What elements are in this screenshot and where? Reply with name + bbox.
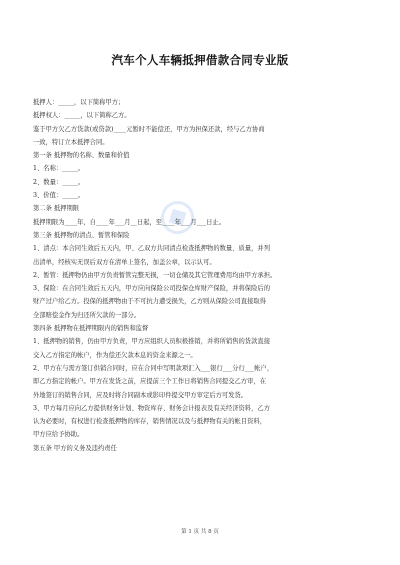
document-line: 第一条 抵押物的名称、数量和价值 bbox=[33, 152, 130, 160]
document-line: 第五条 甲方的义务及违约责任 bbox=[33, 444, 117, 452]
document-line: 一致，特订立本抵押合同。 bbox=[33, 138, 109, 146]
document-line: 3、保险：在合同生效后五天内，甲方应向保险公司投保仓库财产保险，并将保险后的 bbox=[33, 285, 270, 293]
document-line: 第三条 抵押物的清点、暂管和保险 bbox=[33, 231, 130, 239]
document-line: 2、暂管：抵押物仍由甲方负责暂管完整无损，一切仓储及其它管理费用均由甲方承担。 bbox=[33, 271, 277, 279]
document-line: 第二条 抵押期限 bbox=[33, 205, 80, 213]
document-line: 1、抵押物的销售，仍由甲方负责，甲方应组织人员积极推销，并将所销售的货款直接 bbox=[33, 338, 270, 346]
document-line: 抵押人：_____，以下简称甲方； bbox=[33, 99, 125, 106]
document-line: 财产过户给乙方。投保的抵押物由于不可抗力遭受损失，乙方则从保险公司直接取得 bbox=[33, 298, 266, 306]
document-body bbox=[33, 96, 378, 455]
document-line: 抵押期限为____年，自____年___月__日起，至____年___月___日止。 bbox=[33, 218, 226, 226]
document-line: 1、名称：_____。 bbox=[33, 165, 85, 173]
document-title: 汽车个人车辆抵押借款合同专业版 bbox=[111, 53, 289, 67]
document-line: 2、甲方在与需方签订供销合同时，应在合同中写明款项汇入___银行___分行___帐户， bbox=[33, 364, 274, 372]
document-line: 即乙方指定的帐户。甲方在发货之前，应提前三个工作日将销售合同提交乙方审，在 bbox=[33, 378, 266, 386]
document-line: 第四条 抵押物在抵押期限内的销售和监督 bbox=[33, 325, 149, 333]
document-line: 鉴于甲方欠乙方货款(或贷款)____元暂时不能偿还，甲方为担保还款，经与乙方协商 bbox=[33, 125, 265, 133]
document-line: 外地签订的销售合同，应及时将合同副本或影印件提交甲方审定后方可发货。 bbox=[33, 391, 248, 399]
document-line: 1、清点：本合同生效后五天内，甲、乙双方共同清点检查抵押物的数量、质量，并列 bbox=[33, 245, 270, 253]
page-footer: 第 1 页 共 8 页 bbox=[181, 529, 219, 535]
document-line: 3、价值：_____。 bbox=[33, 192, 85, 200]
document-line: 2、数量：_____。 bbox=[33, 178, 85, 186]
document-line: 3、甲方每月应向乙方提供财务计划、物资库存、财务会计报表及有关经济资料，乙方 bbox=[33, 404, 270, 412]
document-line: 出清单，经核实无误后双方在清单上签名，加盖公章，以示认可。 bbox=[33, 258, 216, 266]
document-line: 全部赔偿金作为归还所欠款的一部分。 bbox=[33, 311, 141, 319]
document-line: 交入乙方指定的帐户，作为偿还欠款本息的资金来源之一。 bbox=[33, 351, 197, 359]
document-line: 抵押权人：_____，以下简称乙方。 bbox=[33, 112, 131, 120]
document-line: 认为必要时，有权进行检查抵押物的库存，销售情况以及与抵押物有关的帐目资料， bbox=[33, 418, 266, 426]
document-line: 甲方应给予协助。 bbox=[33, 431, 84, 439]
